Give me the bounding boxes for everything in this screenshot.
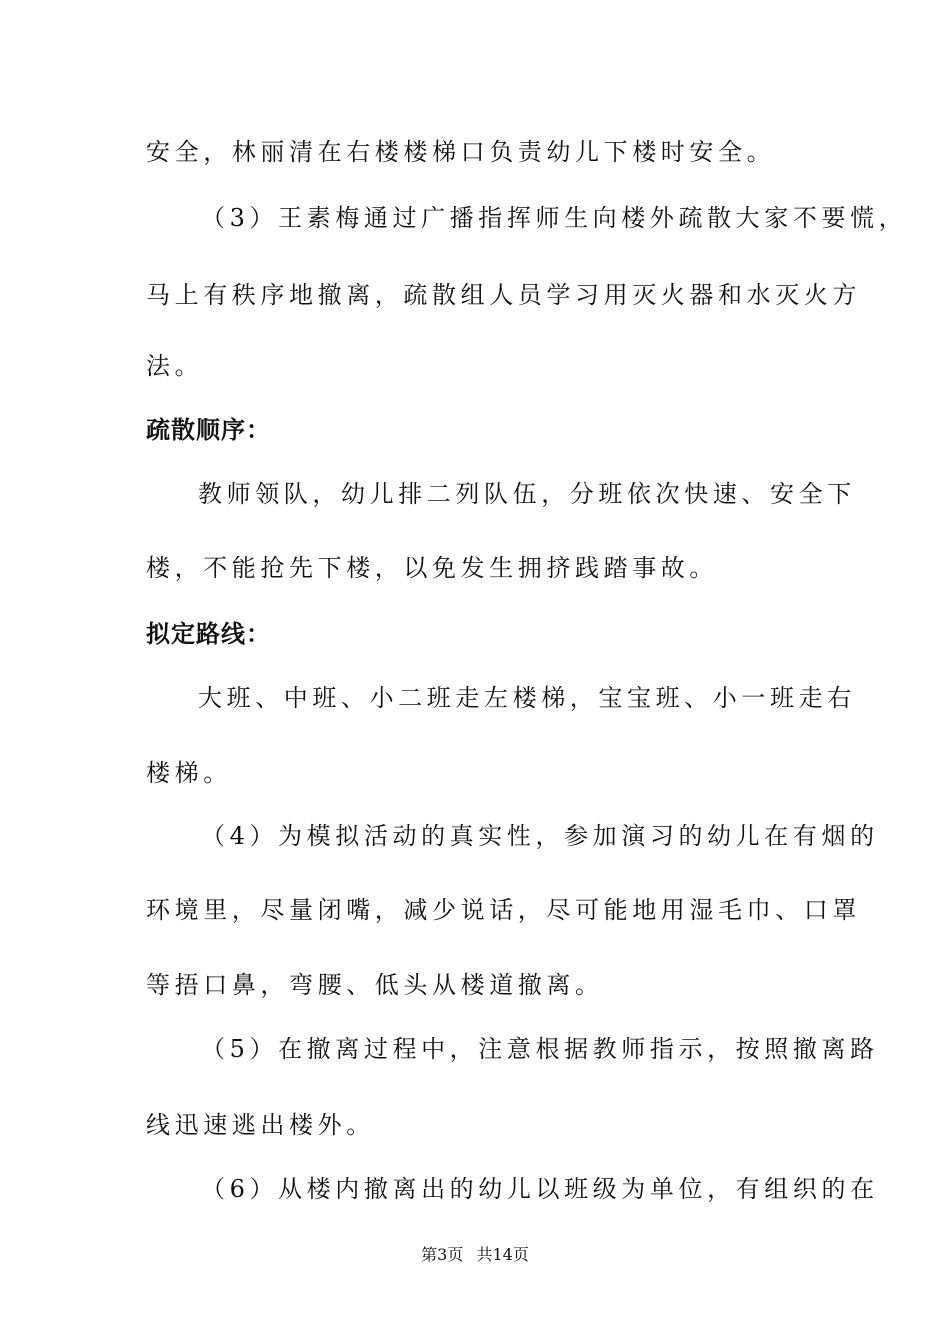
- page-number-current: 第3页: [421, 1245, 464, 1264]
- body-text-line: 楼，不能抢先下楼，以免发生拥挤践踏事故。: [146, 554, 718, 582]
- page-footer: [0, 1245, 950, 1265]
- body-text-line: （4）为模拟活动的真实性，参加演习的幼儿在有烟的: [201, 822, 879, 850]
- body-text-line: 等捂口鼻，弯腰、低头从楼道撤离。: [146, 971, 604, 999]
- section-heading: 疏散顺序：: [146, 416, 271, 444]
- section-heading: 拟定路线：: [146, 620, 271, 648]
- body-text-line: 教师领队，幼儿排二列队伍，分班依次快速、安全下: [198, 480, 856, 508]
- body-text-line: 线迅速逃出楼外。: [146, 1111, 375, 1139]
- body-text-line: （6）从楼内撤离出的幼儿以班级为单位，有组织的在: [201, 1175, 879, 1203]
- body-text-line: 法。: [146, 352, 204, 380]
- body-text-line: （3）王素梅通过广播指挥师生向楼外疏散大家不要慌，: [201, 204, 908, 232]
- body-text-line: 马上有秩序地撤离，疏散组人员学习用灭火器和水灭火方: [146, 281, 861, 309]
- body-text-line: 环境里，尽量闭嘴，减少说话，尽可能地用湿毛巾、口罩: [146, 896, 861, 924]
- body-text-line: 楼梯。: [146, 759, 232, 787]
- body-text-line: （5）在撤离过程中，注意根据教师指示，按照撤离路: [201, 1035, 879, 1063]
- body-text-line: 安全，林丽清在右楼楼梯口负责幼儿下楼时安全。: [146, 138, 776, 166]
- page-number-total: 共14页: [476, 1245, 529, 1264]
- body-text-line: 大班、中班、小二班走左楼梯，宝宝班、小一班走右: [198, 684, 856, 712]
